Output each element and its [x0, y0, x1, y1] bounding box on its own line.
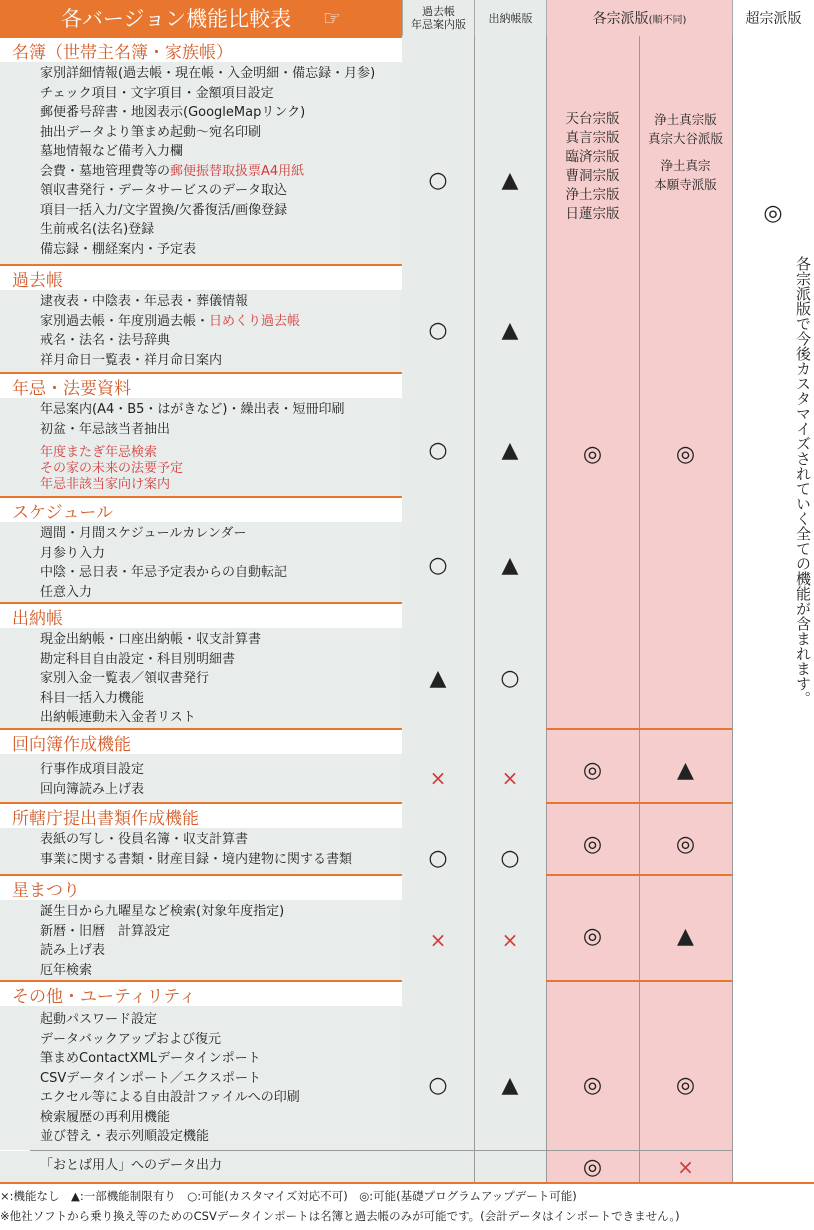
- section-title: 回向簿作成機能: [0, 728, 402, 754]
- mark-suitou: ○: [500, 845, 520, 871]
- section-items: 行事作成項目設定 回向簿読み上げ表: [0, 754, 402, 802]
- mark-suitou: ▲: [501, 317, 519, 343]
- header-ultra: 超宗派版: [732, 0, 814, 36]
- mark-kakocho: ×: [429, 928, 447, 952]
- section-title: 星まつり: [0, 874, 402, 900]
- section-items: 「おとば用人」へのデータ出力: [0, 1151, 402, 1182]
- ultra-mark: ◎: [763, 200, 783, 226]
- section-items: 逮夜表・中陰表・年忌表・葬儀情報 家別過去帳・年度別過去帳・日めくり過去帳 戒名・法名・法号辞典 祥月命日一覧表・祥月命日案内: [0, 290, 402, 372]
- mark-shuha-1: ◎: [582, 831, 603, 857]
- section-title: 出納帳: [0, 602, 402, 628]
- section-title: 所轄庁提出書類作成機能: [0, 802, 402, 828]
- mark-shuha-2: ▲: [677, 923, 694, 949]
- divider: [546, 980, 732, 982]
- sect-list-2: 浄土真宗版 真宗大谷派版 浄土真宗 本願寺派版: [647, 112, 723, 192]
- mark-shuha-1: ◎: [582, 1154, 603, 1180]
- divider: [639, 36, 640, 1182]
- header-kakocho: 過去帳 年忌案内版: [402, 0, 474, 36]
- section-items: 家別詳細情報(過去帳・現在帳・入金明細・備忘録・月参) チェック項目・文字項目・金額項目設定 郵便番号辞書・地図表示(GoogleMapリンク) 抽出データより筆まめ起動～宛名印刷 墓地情報など備考入力欄 会費・墓地管理費等の郵便振替取扱票A4用紙 領収書発行・データサービスのデータ取込 項目一括入力/文字置換/欠番復活/画像登録 生前戒名(法名)登録 備忘録・棚経案内・予定表: [0, 62, 402, 264]
- mark-suitou: ▲: [501, 167, 519, 193]
- mark-shuha-1: ◎: [582, 441, 603, 467]
- mark-suitou: ▲: [501, 552, 519, 578]
- mark-kakocho: ○: [428, 437, 448, 463]
- section-items: 週間・月間スケジュールカレンダー 月参り入力 中陰・忌日表・年忌予定表からの自動転記 任意入力: [0, 522, 402, 602]
- mark-kakocho: ×: [429, 766, 447, 790]
- section-items: 現金出納帳・口座出納帳・収支計算書 勘定科目自由設定・科目別明細書 家別入金一覧表／領収書発行 科目一括入力機能 出納帳連動未入金者リスト: [0, 628, 402, 728]
- section-items: 年忌案内(A4・B5・はがきなど)・繰出表・短冊印刷 初盆・年忌該当者抽出 年度またぎ年忌検索 その家の未来の法要予定 年忌非該当家向け案内: [0, 398, 402, 496]
- suitou-column-bg: [474, 36, 546, 1182]
- mark-kakocho: ▲: [429, 665, 447, 691]
- mark-shuha-2: ◎: [675, 831, 696, 857]
- legend: ×:機能なし ▲:一部機能制限有り ○:可能(カスタマイズ対応不可) ◎:可能(基礎プログラムアップデート可能): [0, 1189, 577, 1203]
- mark-suitou: ▲: [501, 1072, 519, 1098]
- footnote: ※他社ソフトから乗り換え等のためのCSVデータインポートは名簿と過去帳のみが可能です。(会計データはインポートできません。): [0, 1209, 680, 1223]
- mark-kakocho: ○: [428, 552, 448, 578]
- section-title: その他・ユーティリティ: [0, 980, 402, 1006]
- page-title: 各バージョン機能比較表 ☞: [0, 0, 402, 36]
- mark-suitou: ×: [501, 928, 519, 952]
- mark-suitou: ○: [500, 665, 520, 691]
- divider: [546, 728, 732, 730]
- mark-shuha-2: ◎: [675, 1072, 696, 1098]
- mark-kakocho: ○: [428, 1072, 448, 1098]
- divider: [546, 874, 732, 876]
- mark-kakocho: ○: [428, 317, 448, 343]
- mark-kakocho: ○: [428, 167, 448, 193]
- section-items: 誕生日から九曜星など検索(対象年度指定) 新暦・旧暦 計算設定 読み上げ表 厄年検索: [0, 900, 402, 980]
- section-title: 年忌・法要資料: [0, 372, 402, 398]
- section-title: 過去帳: [0, 264, 402, 290]
- section-items: 起動パスワード設定 データバックアップおよび復元 筆まめContactXMLデータインポート CSVデータインポート／エクスポート エクセル等による自由設計ファイルへの印刷 検索履歴の再利用機能 並び替え・表示列順設定機能: [0, 1006, 402, 1150]
- mark-suitou: ×: [501, 766, 519, 790]
- pointing-hand-icon: ☞: [323, 6, 342, 30]
- mark-shuha-2: ▲: [677, 757, 694, 783]
- mark-kakocho: ○: [428, 845, 448, 871]
- section-title: スケジュール: [0, 496, 402, 522]
- kakocho-column-bg: [402, 36, 474, 1182]
- mark-shuha-1: ◎: [582, 757, 603, 783]
- divider: [546, 802, 732, 804]
- section-items: 表紙の写し・役員名簿・収支計算書 事業に関する書類・財産目録・境内建物に関する書類: [0, 828, 402, 874]
- mark-shuha-1: ◎: [582, 923, 603, 949]
- section-title: 名簿（世帯主名簿・家族帳）: [0, 36, 402, 62]
- divider: [0, 1182, 814, 1184]
- mark-suitou: ▲: [501, 437, 519, 463]
- sect-list-1: 天台宗版 真言宗版 臨済宗版 曹洞宗版 浄土宗版 日蓮宗版: [565, 111, 620, 222]
- mark-shuha-1: ◎: [582, 1072, 603, 1098]
- header-shuha: 各宗派版 (順不同): [546, 0, 732, 36]
- mark-shuha-2: ×: [677, 1155, 694, 1179]
- header-suitou: 出納帳版: [474, 0, 546, 36]
- ultra-description: 各宗派版で今後カスタマイズされていく全ての機能が含まれます。: [794, 256, 812, 706]
- mark-shuha-2: ◎: [675, 441, 696, 467]
